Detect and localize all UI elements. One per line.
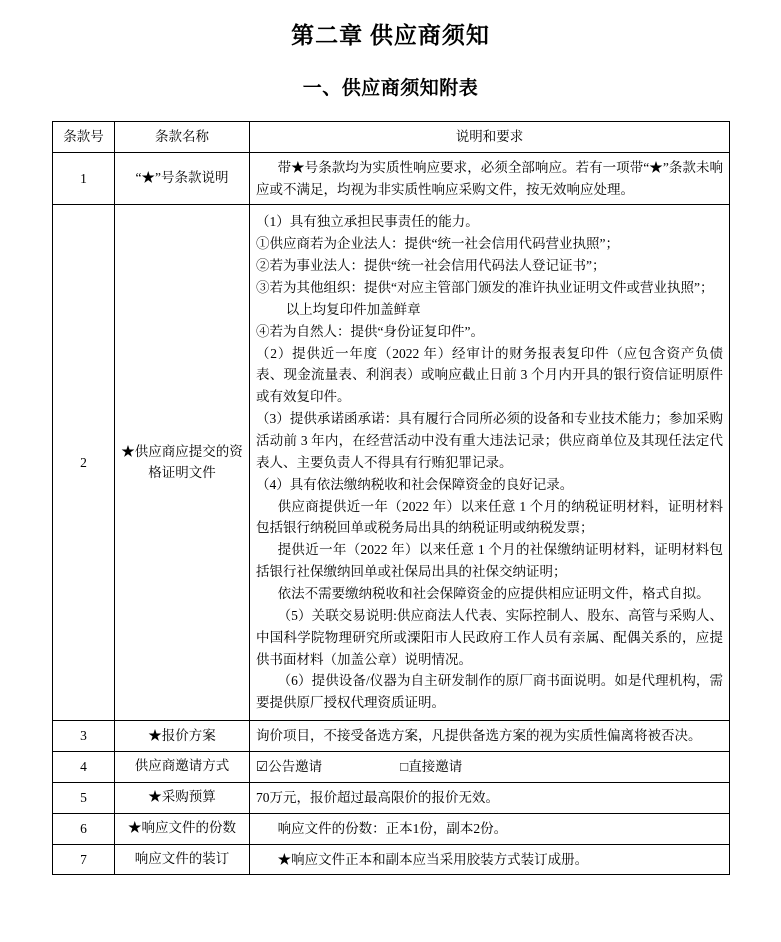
table-body bbox=[53, 152, 730, 875]
desc-line: ②若为事业法人：提供“统一社会信用代码法人登记证书”； bbox=[256, 258, 606, 274]
desc-line: （2）提供近一年度（2022 年）经审计的财务报表复印件（应包含资产负债表、现金流量表、利润表）或响应截止日前 3 个月内开具的银行资信证明原件或有效复印件。 bbox=[256, 345, 723, 405]
row-desc bbox=[250, 813, 730, 844]
table-row bbox=[53, 782, 730, 813]
page-title: 第二章 供应商须知 bbox=[291, 23, 490, 48]
row-desc bbox=[250, 152, 730, 205]
desc-line: 以上均复印件加盖鲜章 bbox=[285, 301, 421, 317]
table-header-row bbox=[53, 121, 730, 152]
row-name: ★供应商应提交的资格证明文件 bbox=[115, 205, 250, 721]
row-name: ★响应文件的份数 bbox=[115, 813, 250, 844]
row-no: 4 bbox=[53, 751, 115, 782]
row-name: 供应商邀请方式 bbox=[115, 751, 250, 782]
desc-line: （4）具有依法缴纳税收和社会保障资金的良好记录。 bbox=[256, 476, 574, 492]
row-desc bbox=[250, 844, 730, 875]
row-no: 5 bbox=[53, 782, 115, 813]
row-name: 响应文件的装订 bbox=[115, 844, 250, 875]
desc-line: （3）提供承诺函承诺：具有履行合同所必须的设备和专业技术能力；参加采购活动前 3 年内，在经营活动中没有重大违法记录；供应商单位及其现任法定代表人、主要负责人不得具有行贿犯罪记录。 bbox=[256, 411, 723, 470]
desc-line: 70万元，报价超过最高限价的报价无效。 bbox=[256, 789, 499, 805]
desc-line: （1）具有独立承担民事责任的能力。 bbox=[256, 214, 479, 230]
desc-line: （5）关联交易说明:供应商法人代表、实际控制人、股东、高管与采购人、中国科学院物理研究所或溧阳市人民政府工作人员有亲属、配偶关系的，应提供书面材料（加盖公章）说明情况。 bbox=[256, 607, 723, 667]
desc-line: 响应文件的份数：正本1份，副本2份。 bbox=[277, 820, 508, 836]
row-name: ★采购预算 bbox=[115, 782, 250, 813]
row-desc bbox=[250, 721, 730, 752]
row-desc bbox=[250, 751, 730, 782]
desc-line: 提供近一年（2022 年）以来任意 1 个月的社保缴纳证明材料，证明材料包括银行社保缴纳回单或社保局出具的社保交纳证明； bbox=[256, 542, 723, 580]
table-header bbox=[53, 121, 730, 152]
table-row bbox=[53, 205, 730, 721]
supplier-instructions-table bbox=[52, 121, 730, 876]
row-no: 3 bbox=[53, 721, 115, 752]
desc-line: ★响应文件正本和副本应当采用胶装方式装订成册。 bbox=[277, 851, 589, 867]
option-public-invitation[interactable]: ☑公告邀请 bbox=[256, 758, 323, 774]
table-row bbox=[53, 813, 730, 844]
row-no: 2 bbox=[53, 205, 115, 721]
row-name: “★”号条款说明 bbox=[115, 152, 250, 205]
desc-line: ④若为自然人：提供“身份证复印件”。 bbox=[256, 323, 484, 339]
option-direct-invitation[interactable]: □直接邀请 bbox=[400, 758, 463, 774]
desc-line: ①供应商若为企业法人：提供“统一社会信用代码营业执照”； bbox=[256, 236, 619, 252]
row-desc bbox=[250, 782, 730, 813]
section-subtitle: 一、供应商须知附表 bbox=[302, 78, 479, 100]
row-no: 7 bbox=[53, 844, 115, 875]
row-no: 6 bbox=[53, 813, 115, 844]
desc-line: 依法不需要缴纳税收和社会保障资金的应提供相应证明文件，格式自拟。 bbox=[277, 585, 710, 601]
table-row bbox=[53, 721, 730, 752]
header-cell-no: 条款号 bbox=[53, 121, 115, 152]
header-cell-name: 条款名称 bbox=[115, 121, 250, 152]
desc-line: （6）提供设备/仪器为自主研发制作的原厂商书面说明。如是代理机构，需要提供原厂授权代理资质证明。 bbox=[256, 673, 723, 711]
header-cell-desc: 说明和要求 bbox=[250, 121, 730, 152]
invitation-options bbox=[256, 756, 723, 778]
desc-line: 询价项目，不接受备选方案，凡提供备选方案的视为实质性偏离将被否决。 bbox=[256, 728, 702, 744]
desc-line: 带★号条款均为实质性响应要求，必须全部响应。若有一项带“★”条款未响应或不满足，均视为非实质性响应采购文件，按无效响应处理。 bbox=[256, 159, 723, 197]
desc-line: ③若为其他组织：提供“对应主管部门颁发的准许执业证明文件或营业执照”； bbox=[256, 279, 714, 295]
table-row bbox=[53, 152, 730, 205]
desc-line: 供应商提供近一年（2022 年）以来任意 1 个月的纳税证明材料，证明材料包括银行纳税回单或税务局出具的纳税证明或纳税发票； bbox=[256, 498, 723, 536]
table-row bbox=[53, 844, 730, 875]
row-no: 1 bbox=[53, 152, 115, 205]
table-row bbox=[53, 751, 730, 782]
document-page bbox=[0, 20, 781, 942]
row-desc bbox=[250, 205, 730, 721]
row-name: ★报价方案 bbox=[115, 721, 250, 752]
